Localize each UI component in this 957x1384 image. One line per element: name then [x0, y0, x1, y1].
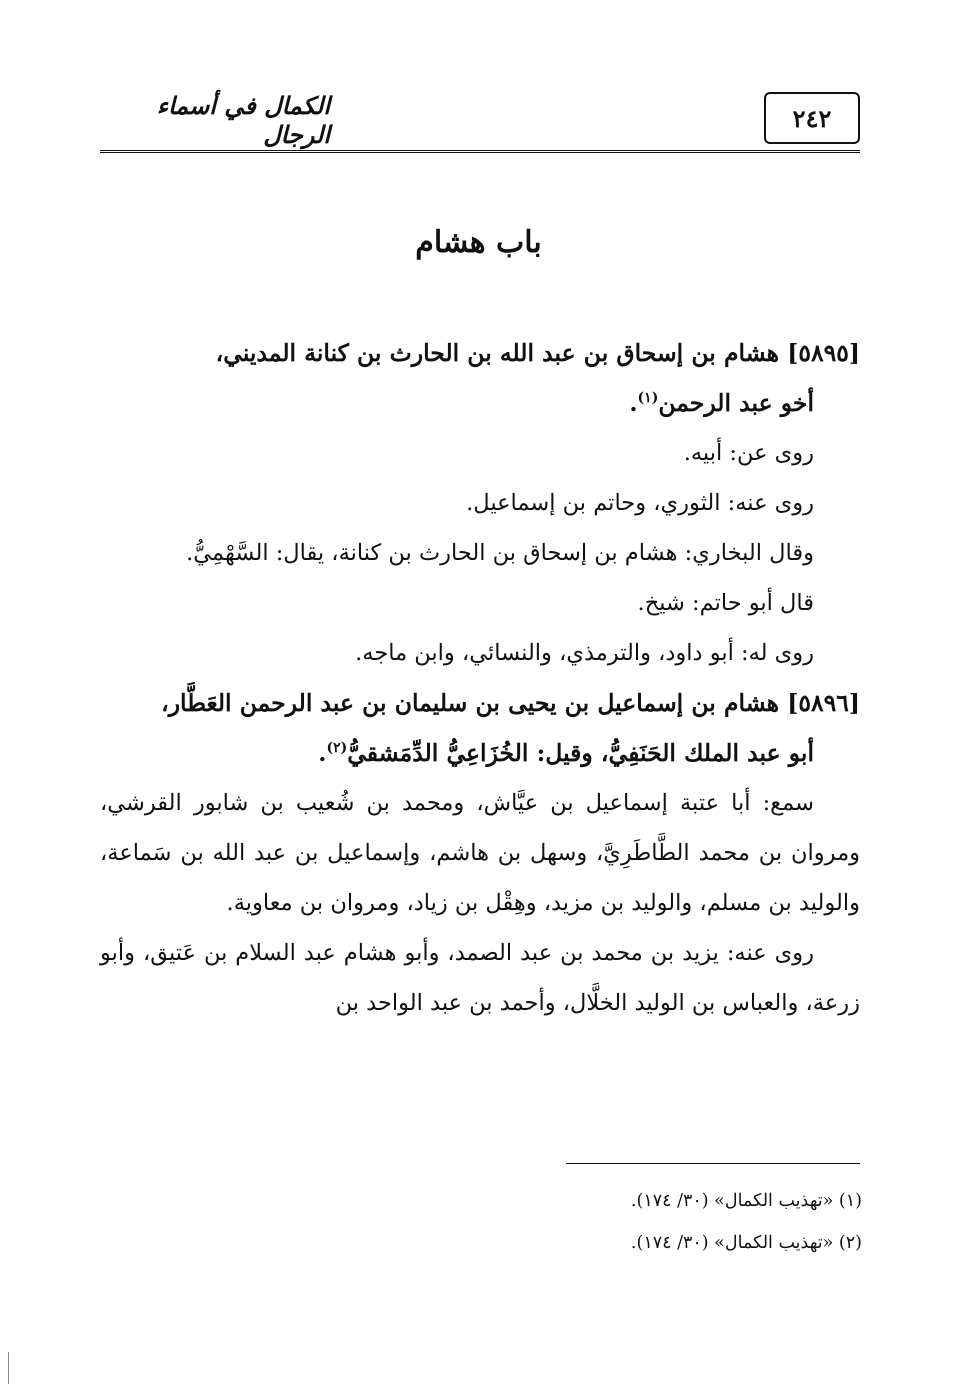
footnote-reference: (١)	[637, 390, 659, 407]
entry-heading-line2: أخو عبد الرحمن	[658, 389, 814, 417]
page-number: ٢٤٢	[764, 92, 860, 144]
entry-heading-line1: هشام بن إسماعيل بن يحيى بن سليمان بن عبد الرحمن العَطَّار،	[161, 689, 780, 717]
chapter-title: باب هشام	[415, 225, 542, 260]
footnote: (٢) «تهذيب الكمال» (٣٠/ ١٧٤).	[630, 1233, 862, 1253]
entry-number: [٥٨٩٦]	[787, 689, 860, 717]
entry-paragraph: روى عنه: الثوري، وحاتم بن إسماعيل.	[466, 490, 814, 516]
header-divider	[100, 150, 860, 153]
footnote-reference: (٢)	[326, 740, 348, 757]
entry-number: [٥٨٩٥]	[787, 339, 860, 367]
entry-heading-line1: هشام بن إسحاق بن عبد الله بن الحارث بن كنانة المديني،	[215, 339, 780, 367]
entry-heading-line2: أبو عبد الملك الحَنَفِيُّ، وقيل: الخُزَاعِيُّ الدِّمَشقيُّ	[347, 739, 814, 767]
entry-paragraph: روى له: أبو داود، والترمذي، والنسائي، وابن ماجه.	[355, 640, 814, 666]
entry-paragraph: روى عنه: يزيد بن محمد بن عبد الصمد، وأبو هشام عبد السلام بن عَتيق، وأبو زرعة، والعباس بن الوليد الخلَّال، وأحمد بن عبد الواحد بن	[100, 940, 860, 1016]
entry-paragraph: قال أبو حاتم: شيخ.	[637, 590, 814, 616]
entry-paragraph: وقال البخاري: هشام بن إسحاق بن الحارث بن كنانة، يقال: السَّهْمِيُّ.	[186, 540, 814, 566]
footnotes	[100, 1180, 862, 1264]
page-header	[100, 92, 860, 150]
book-title: الكمال في أسماء الرجال	[156, 91, 330, 149]
entry-paragraph: روى عن: أبيه.	[683, 440, 814, 466]
main-text	[100, 328, 860, 1028]
footnote-divider	[566, 1163, 860, 1164]
entry-heading-continued	[100, 728, 860, 778]
entry-heading-continued	[100, 378, 860, 428]
entry-paragraph: سمع: أبا عتبة إسماعيل بن عيَّاش، ومحمد بن شُعيب بن شابور القرشي، ومروان بن محمد الطَّاطَرِيَّ، وسهل بن هاشم، وإسماعيل بن عبد الله بن سَماعة، والوليد بن مسلم، والوليد بن مزيد، وهِقْل بن زياد، ومروان بن معاوية.	[100, 790, 860, 916]
entry-heading-end: .	[318, 739, 327, 767]
scan-edge-mark	[8, 1352, 9, 1384]
entry-heading	[100, 328, 860, 378]
footnote: (١) «تهذيب الكمال» (٣٠/ ١٧٤).	[630, 1191, 862, 1211]
entry-heading	[100, 678, 860, 728]
entry-heading-end: .	[629, 389, 638, 417]
